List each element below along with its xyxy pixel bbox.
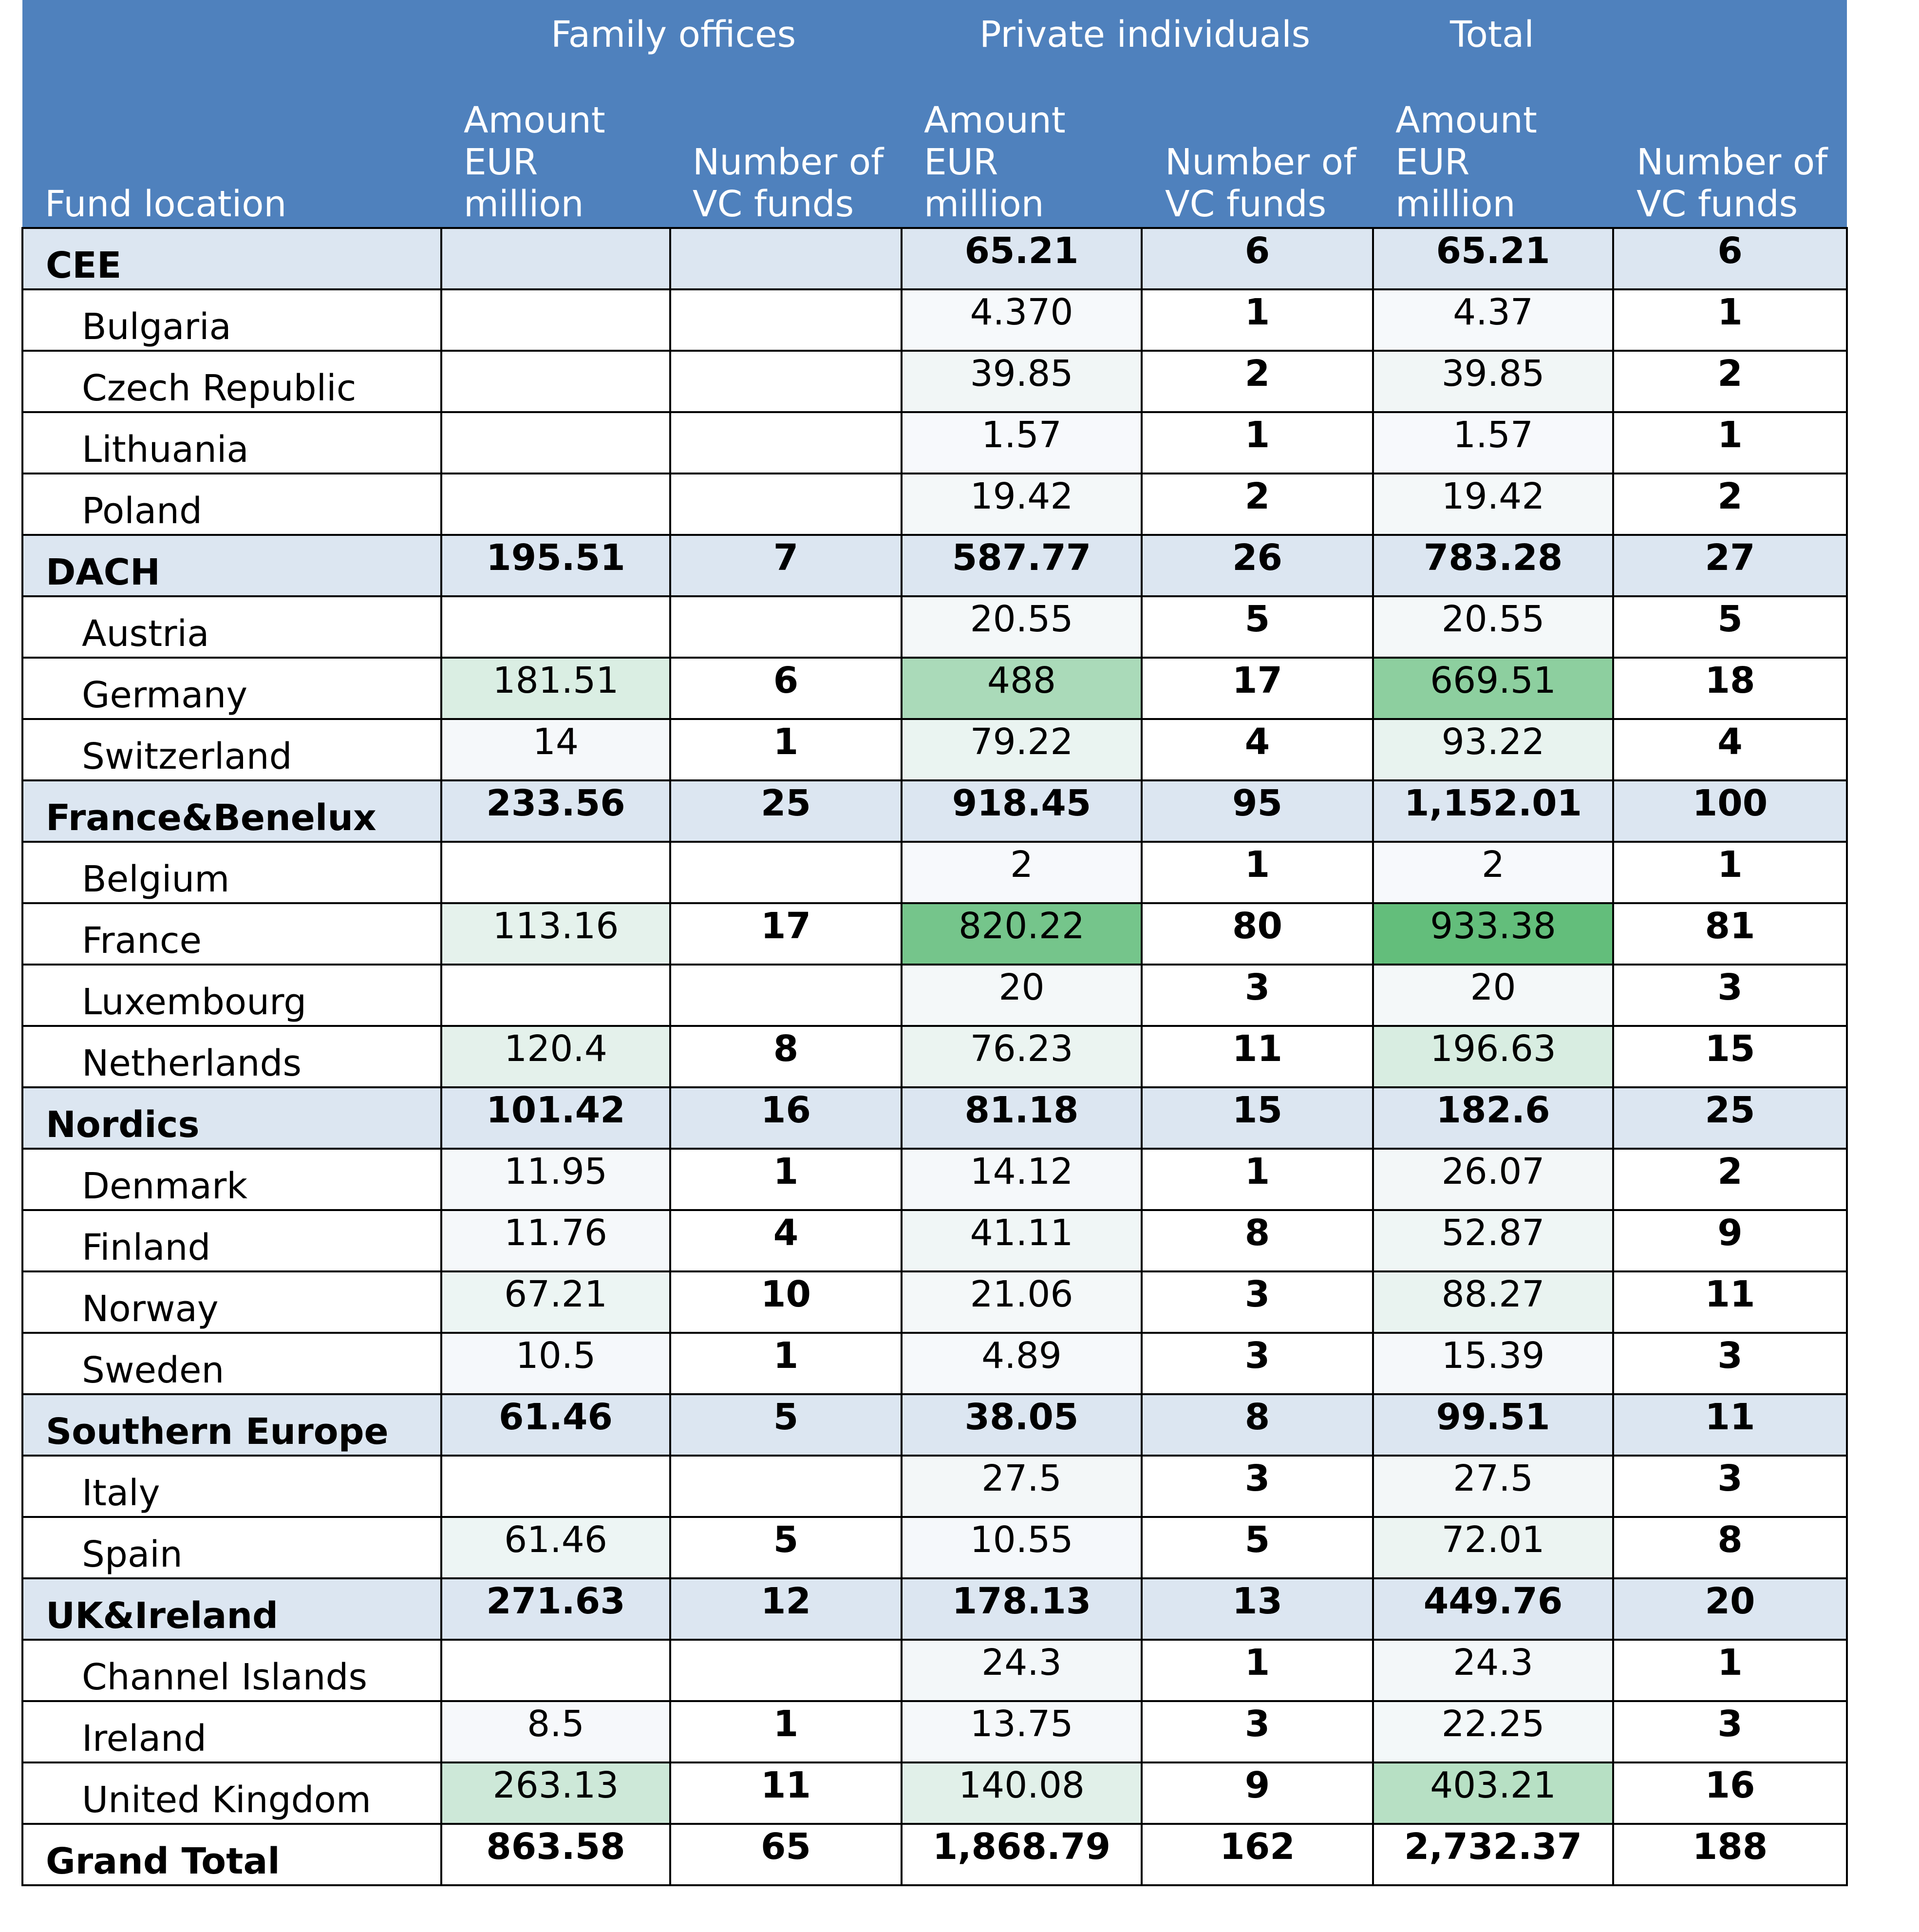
total-amount-cell: 88.27 [1373, 1271, 1613, 1333]
private-individuals-number-cell: 5 [1142, 596, 1373, 658]
family-offices-number-cell: 5 [670, 1394, 902, 1456]
total-amount-cell: 99.51 [1373, 1394, 1613, 1456]
fund-location-cell: Norway [22, 1271, 441, 1333]
region-row [22, 1087, 1847, 1149]
private-individuals-amount-cell: 39.85 [902, 351, 1142, 412]
fund-location-cell: United Kingdom [22, 1762, 441, 1824]
family-offices-amount-cell: 195.51 [441, 535, 670, 596]
private-individuals-number-cell: 5 [1142, 1517, 1373, 1578]
table-row [22, 1026, 1847, 1087]
grand-total-row [22, 1824, 1847, 1885]
total-number-cell: 1 [1613, 289, 1847, 351]
total-number-cell: 16 [1613, 1762, 1847, 1824]
private-individuals-number-cell: 95 [1142, 780, 1373, 842]
table-row [22, 1640, 1847, 1701]
total-number-cell: 27 [1613, 535, 1847, 596]
fund-location-cell: Ireland [22, 1701, 441, 1762]
family-offices-number-cell: 4 [670, 1210, 902, 1271]
family-offices-amount-cell: 61.46 [441, 1517, 670, 1578]
total-number-cell: 100 [1613, 780, 1847, 842]
total-number-cell: 6 [1613, 228, 1847, 289]
fund-location-cell: Poland [22, 474, 441, 535]
total-amount-cell: 933.38 [1373, 903, 1613, 965]
total-number-cell: 5 [1613, 596, 1847, 658]
header-number-of-vc-funds: Number of VC funds [670, 73, 902, 228]
private-individuals-number-cell: 1 [1142, 412, 1373, 474]
private-individuals-amount-cell: 13.75 [902, 1701, 1142, 1762]
family-offices-amount-cell: 233.56 [441, 780, 670, 842]
family-offices-number-cell [670, 1456, 902, 1517]
header-group-row [22, 0, 1847, 73]
family-offices-amount-cell [441, 1456, 670, 1517]
total-amount-cell: 20.55 [1373, 596, 1613, 658]
total-amount-cell: 1.57 [1373, 412, 1613, 474]
total-number-cell: 1 [1613, 842, 1847, 903]
family-offices-amount-cell: 8.5 [441, 1701, 670, 1762]
fund-location-cell: Germany [22, 658, 441, 719]
fund-location-cell: Czech Republic [22, 351, 441, 412]
header-group-family-offices: Family offices [441, 0, 902, 73]
region-row [22, 1578, 1847, 1640]
table-row [22, 351, 1847, 412]
fund-location-cell: Lithuania [22, 412, 441, 474]
family-offices-number-cell [670, 289, 902, 351]
total-number-cell: 9 [1613, 1210, 1847, 1271]
fund-location-cell: CEE [22, 228, 441, 289]
family-offices-amount-cell [441, 842, 670, 903]
total-amount-cell: 19.42 [1373, 474, 1613, 535]
private-individuals-number-cell: 3 [1142, 1456, 1373, 1517]
total-number-cell: 1 [1613, 1640, 1847, 1701]
total-number-cell: 2 [1613, 1149, 1847, 1210]
total-number-cell: 25 [1613, 1087, 1847, 1149]
private-individuals-amount-cell: 820.22 [902, 903, 1142, 965]
header-group-total: Total [1373, 0, 1847, 73]
total-amount-cell: 39.85 [1373, 351, 1613, 412]
family-offices-number-cell: 8 [670, 1026, 902, 1087]
header-number-of-vc-funds: Number of VC funds [1613, 73, 1847, 228]
private-individuals-amount-cell: 2 [902, 842, 1142, 903]
table-body [22, 228, 1847, 1885]
family-offices-amount-cell: 271.63 [441, 1578, 670, 1640]
table-row [22, 1701, 1847, 1762]
total-number-cell: 81 [1613, 903, 1847, 965]
total-number-cell: 3 [1613, 965, 1847, 1026]
region-row [22, 1394, 1847, 1456]
family-offices-number-cell: 1 [670, 1149, 902, 1210]
family-offices-number-cell: 11 [670, 1762, 902, 1824]
table-row [22, 1149, 1847, 1210]
family-offices-amount-cell [441, 228, 670, 289]
private-individuals-amount-cell: 1,868.79 [902, 1824, 1142, 1885]
table-row [22, 596, 1847, 658]
private-individuals-amount-cell: 1.57 [902, 412, 1142, 474]
total-number-cell: 3 [1613, 1456, 1847, 1517]
family-offices-number-cell [670, 412, 902, 474]
total-number-cell: 2 [1613, 474, 1847, 535]
header-amount-eur-million: Amount EUR million [902, 73, 1142, 228]
fund-location-cell: Spain [22, 1517, 441, 1578]
private-individuals-number-cell: 1 [1142, 1640, 1373, 1701]
total-number-cell: 2 [1613, 351, 1847, 412]
header-blank [22, 0, 441, 73]
private-individuals-amount-cell: 38.05 [902, 1394, 1142, 1456]
private-individuals-number-cell: 26 [1142, 535, 1373, 596]
total-number-cell: 3 [1613, 1333, 1847, 1394]
private-individuals-amount-cell: 21.06 [902, 1271, 1142, 1333]
private-individuals-number-cell: 1 [1142, 1149, 1373, 1210]
table-row [22, 412, 1847, 474]
total-amount-cell: 4.37 [1373, 289, 1613, 351]
table-row [22, 658, 1847, 719]
family-offices-amount-cell: 11.95 [441, 1149, 670, 1210]
total-amount-cell: 52.87 [1373, 1210, 1613, 1271]
family-offices-amount-cell: 263.13 [441, 1762, 670, 1824]
family-offices-amount-cell: 120.4 [441, 1026, 670, 1087]
total-amount-cell: 182.6 [1373, 1087, 1613, 1149]
region-row [22, 228, 1847, 289]
vc-funds-table [21, 0, 1848, 1886]
fund-location-cell: France&Benelux [22, 780, 441, 842]
fund-location-cell: Denmark [22, 1149, 441, 1210]
family-offices-amount-cell [441, 289, 670, 351]
private-individuals-number-cell: 1 [1142, 289, 1373, 351]
total-amount-cell: 1,152.01 [1373, 780, 1613, 842]
private-individuals-number-cell: 1 [1142, 842, 1373, 903]
family-offices-number-cell: 1 [670, 1333, 902, 1394]
family-offices-amount-cell: 101.42 [441, 1087, 670, 1149]
private-individuals-number-cell: 162 [1142, 1824, 1373, 1885]
private-individuals-amount-cell: 587.77 [902, 535, 1142, 596]
table-row [22, 1762, 1847, 1824]
private-individuals-amount-cell: 79.22 [902, 719, 1142, 780]
private-individuals-amount-cell: 488 [902, 658, 1142, 719]
table-row [22, 965, 1847, 1026]
total-amount-cell: 2,732.37 [1373, 1824, 1613, 1885]
fund-location-cell: Sweden [22, 1333, 441, 1394]
header-group-private-individuals: Private individuals [902, 0, 1373, 73]
private-individuals-number-cell: 11 [1142, 1026, 1373, 1087]
fund-location-cell: Austria [22, 596, 441, 658]
private-individuals-number-cell: 8 [1142, 1210, 1373, 1271]
private-individuals-number-cell: 15 [1142, 1087, 1373, 1149]
family-offices-amount-cell: 14 [441, 719, 670, 780]
family-offices-number-cell: 17 [670, 903, 902, 965]
table-row [22, 719, 1847, 780]
private-individuals-amount-cell: 65.21 [902, 228, 1142, 289]
table-row [22, 842, 1847, 903]
private-individuals-number-cell: 2 [1142, 474, 1373, 535]
total-amount-cell: 196.63 [1373, 1026, 1613, 1087]
header-number-of-vc-funds: Number of VC funds [1142, 73, 1373, 228]
header-fund-location: Fund location [22, 73, 441, 228]
header-amount-eur-million: Amount EUR million [1373, 73, 1613, 228]
total-amount-cell: 26.07 [1373, 1149, 1613, 1210]
total-number-cell: 18 [1613, 658, 1847, 719]
private-individuals-amount-cell: 178.13 [902, 1578, 1142, 1640]
private-individuals-amount-cell: 76.23 [902, 1026, 1142, 1087]
private-individuals-number-cell: 80 [1142, 903, 1373, 965]
total-amount-cell: 65.21 [1373, 228, 1613, 289]
fund-location-cell: Bulgaria [22, 289, 441, 351]
table-row [22, 1517, 1847, 1578]
family-offices-number-cell [670, 1640, 902, 1701]
total-number-cell: 1 [1613, 412, 1847, 474]
total-amount-cell: 449.76 [1373, 1578, 1613, 1640]
table-row [22, 289, 1847, 351]
total-amount-cell: 669.51 [1373, 658, 1613, 719]
total-number-cell: 3 [1613, 1701, 1847, 1762]
family-offices-number-cell [670, 842, 902, 903]
private-individuals-amount-cell: 19.42 [902, 474, 1142, 535]
header-column-row [22, 73, 1847, 228]
private-individuals-number-cell: 3 [1142, 1701, 1373, 1762]
fund-location-cell: Southern Europe [22, 1394, 441, 1456]
private-individuals-amount-cell: 20.55 [902, 596, 1142, 658]
family-offices-number-cell: 16 [670, 1087, 902, 1149]
family-offices-amount-cell [441, 1640, 670, 1701]
family-offices-amount-cell [441, 351, 670, 412]
fund-location-cell: Grand Total [22, 1824, 441, 1885]
family-offices-number-cell: 1 [670, 719, 902, 780]
total-amount-cell: 403.21 [1373, 1762, 1613, 1824]
fund-location-cell: UK&Ireland [22, 1578, 441, 1640]
fund-location-cell: France [22, 903, 441, 965]
private-individuals-amount-cell: 4.89 [902, 1333, 1142, 1394]
total-number-cell: 15 [1613, 1026, 1847, 1087]
family-offices-number-cell: 10 [670, 1271, 902, 1333]
total-number-cell: 20 [1613, 1578, 1847, 1640]
family-offices-amount-cell [441, 596, 670, 658]
total-number-cell: 11 [1613, 1394, 1847, 1456]
family-offices-amount-cell: 67.21 [441, 1271, 670, 1333]
family-offices-number-cell [670, 351, 902, 412]
family-offices-number-cell: 1 [670, 1701, 902, 1762]
private-individuals-number-cell: 17 [1142, 658, 1373, 719]
header-amount-eur-million: Amount EUR million [441, 73, 670, 228]
fund-location-cell: Luxembourg [22, 965, 441, 1026]
total-amount-cell: 22.25 [1373, 1701, 1613, 1762]
total-amount-cell: 24.3 [1373, 1640, 1613, 1701]
private-individuals-amount-cell: 41.11 [902, 1210, 1142, 1271]
family-offices-number-cell: 6 [670, 658, 902, 719]
private-individuals-amount-cell: 24.3 [902, 1640, 1142, 1701]
family-offices-number-cell: 7 [670, 535, 902, 596]
private-individuals-amount-cell: 81.18 [902, 1087, 1142, 1149]
family-offices-number-cell [670, 596, 902, 658]
private-individuals-amount-cell: 4.370 [902, 289, 1142, 351]
private-individuals-number-cell: 4 [1142, 719, 1373, 780]
private-individuals-number-cell: 3 [1142, 1271, 1373, 1333]
private-individuals-number-cell: 8 [1142, 1394, 1373, 1456]
total-amount-cell: 72.01 [1373, 1517, 1613, 1578]
family-offices-amount-cell: 113.16 [441, 903, 670, 965]
family-offices-amount-cell [441, 474, 670, 535]
private-individuals-number-cell: 6 [1142, 228, 1373, 289]
total-number-cell: 11 [1613, 1271, 1847, 1333]
private-individuals-number-cell: 13 [1142, 1578, 1373, 1640]
table-row [22, 1333, 1847, 1394]
table-row [22, 1456, 1847, 1517]
total-number-cell: 4 [1613, 719, 1847, 780]
family-offices-number-cell [670, 228, 902, 289]
family-offices-amount-cell [441, 412, 670, 474]
family-offices-amount-cell: 181.51 [441, 658, 670, 719]
family-offices-amount-cell: 61.46 [441, 1394, 670, 1456]
fund-location-cell: Italy [22, 1456, 441, 1517]
family-offices-amount-cell: 11.76 [441, 1210, 670, 1271]
total-number-cell: 8 [1613, 1517, 1847, 1578]
fund-location-cell: Netherlands [22, 1026, 441, 1087]
total-amount-cell: 27.5 [1373, 1456, 1613, 1517]
private-individuals-amount-cell: 918.45 [902, 780, 1142, 842]
private-individuals-number-cell: 3 [1142, 965, 1373, 1026]
fund-location-cell: Channel Islands [22, 1640, 441, 1701]
total-number-cell: 188 [1613, 1824, 1847, 1885]
private-individuals-amount-cell: 20 [902, 965, 1142, 1026]
family-offices-amount-cell [441, 965, 670, 1026]
family-offices-number-cell: 25 [670, 780, 902, 842]
private-individuals-number-cell: 3 [1142, 1333, 1373, 1394]
family-offices-number-cell [670, 474, 902, 535]
private-individuals-amount-cell: 27.5 [902, 1456, 1142, 1517]
table-row [22, 1271, 1847, 1333]
table-header [22, 0, 1847, 228]
family-offices-amount-cell: 863.58 [441, 1824, 670, 1885]
total-amount-cell: 2 [1373, 842, 1613, 903]
private-individuals-amount-cell: 14.12 [902, 1149, 1142, 1210]
family-offices-number-cell [670, 965, 902, 1026]
fund-location-cell: Belgium [22, 842, 441, 903]
family-offices-number-cell: 65 [670, 1824, 902, 1885]
family-offices-amount-cell: 10.5 [441, 1333, 670, 1394]
total-amount-cell: 93.22 [1373, 719, 1613, 780]
table-row [22, 1210, 1847, 1271]
fund-location-cell: Finland [22, 1210, 441, 1271]
total-amount-cell: 15.39 [1373, 1333, 1613, 1394]
fund-location-cell: DACH [22, 535, 441, 596]
private-individuals-amount-cell: 140.08 [902, 1762, 1142, 1824]
family-offices-number-cell: 5 [670, 1517, 902, 1578]
total-amount-cell: 783.28 [1373, 535, 1613, 596]
region-row [22, 535, 1847, 596]
table-row [22, 474, 1847, 535]
table-row [22, 903, 1847, 965]
fund-location-cell: Switzerland [22, 719, 441, 780]
fund-location-cell: Nordics [22, 1087, 441, 1149]
total-amount-cell: 20 [1373, 965, 1613, 1026]
family-offices-number-cell: 12 [670, 1578, 902, 1640]
region-row [22, 780, 1847, 842]
private-individuals-amount-cell: 10.55 [902, 1517, 1142, 1578]
private-individuals-number-cell: 9 [1142, 1762, 1373, 1824]
private-individuals-number-cell: 2 [1142, 351, 1373, 412]
